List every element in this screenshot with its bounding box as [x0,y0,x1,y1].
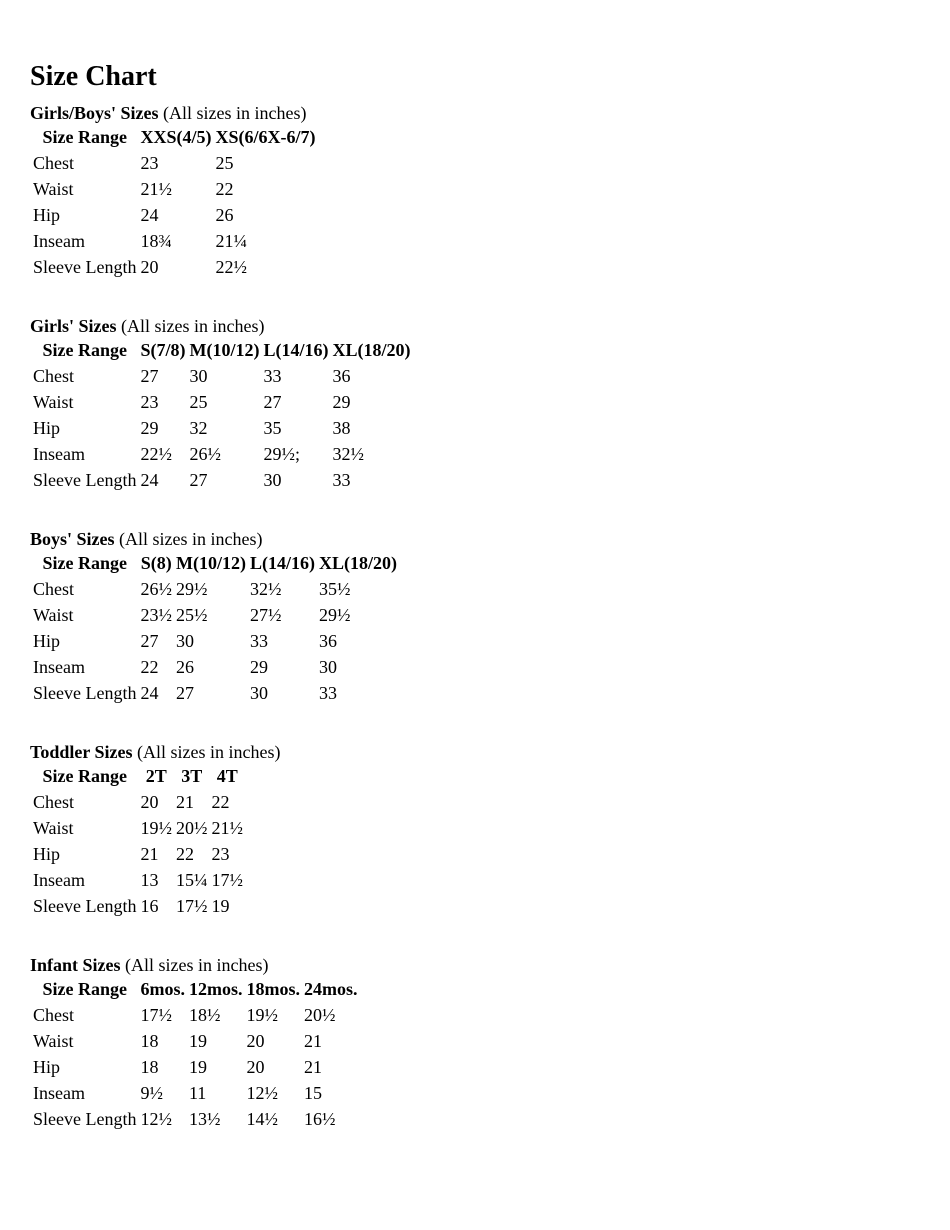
measurement-value: 32 [189,417,208,438]
measurement-value: 18½ [188,1004,221,1025]
measurement-value: 21 [303,1056,322,1077]
table-header-row [32,978,358,1002]
measurement-value: 15¼ [175,869,208,890]
measurement-value: 21 [175,791,194,812]
measurement-value: 24 [140,682,159,703]
size-table [30,550,400,708]
table-header-row [32,765,244,789]
measurement-value: 12½ [140,1108,172,1129]
measurement-value: 27 [140,630,159,651]
measurement-value: 21½ [211,817,243,838]
measurement-value: 33 [263,365,282,386]
table-row [32,1004,358,1028]
measurement-value: 26 [215,204,234,225]
column-header-size: 4T [216,765,238,786]
section-girls-boys-sizes [30,102,950,282]
table-row [32,178,316,202]
measurement-value: 22½ [215,256,247,277]
column-header-size-range: Size Range [42,765,127,786]
measurement-value: 25½ [175,604,208,625]
section-heading [30,741,950,763]
table-row [32,391,411,415]
measurement-value: 14½ [246,1108,278,1129]
measurement-value: 30 [249,682,268,703]
measurement-value: 19 [188,1030,207,1051]
table-header-row [32,552,398,576]
measurement-label: Chest [33,1004,75,1025]
measurement-value: 19 [211,895,230,916]
measurement-value: 30 [318,656,337,677]
measurement-value: 21 [303,1030,322,1051]
table-header-row [32,339,411,363]
table-row [32,152,316,176]
measurement-value: 23½ [140,604,172,625]
measurement-value: 36 [318,630,337,651]
measurement-value: 20½ [175,817,208,838]
measurement-value: 27 [140,365,159,386]
measurement-label: Inseam [33,230,85,251]
measurement-value: 21 [140,843,159,864]
measurement-value: 33 [332,469,351,490]
measurement-label: Waist [33,1030,74,1051]
measurement-value: 29½ [318,604,351,625]
measurement-value: 26½ [189,443,221,464]
size-table [30,976,360,1134]
measurement-value: 35½ [318,578,351,599]
measurement-value: 20 [140,791,159,812]
measurement-value: 27 [263,391,282,412]
measurement-value: 13 [140,869,159,890]
table-row [32,1082,358,1106]
table-row [32,578,398,602]
table-row [32,869,244,893]
measurement-value: 33 [249,630,268,651]
measurement-value: 35 [263,417,282,438]
section-note: (All sizes in inches) [137,741,281,762]
table-row [32,1108,358,1132]
table-row [32,204,316,228]
measurement-value: 29½; [263,443,300,464]
column-header-size: XL(18/20) [318,552,397,573]
section-name: Boys' Sizes [30,528,115,549]
column-header-size: 6mos. [140,978,185,999]
section-name: Toddler Sizes [30,741,133,762]
measurement-value: 17½ [140,1004,172,1025]
measurement-value: 32½ [249,578,282,599]
measurement-value: 20 [246,1056,265,1077]
measurement-value: 11 [188,1082,207,1103]
measurement-value: 38 [332,417,351,438]
measurement-value: 27 [189,469,208,490]
column-header-size: XL(18/20) [332,339,411,360]
table-row [32,895,244,919]
measurement-value: 12½ [246,1082,278,1103]
measurement-label: Sleeve Length [33,895,137,916]
measurement-value: 22 [211,791,230,812]
measurement-label: Chest [33,152,75,173]
measurement-label: Inseam [33,443,85,464]
measurement-value: 29 [249,656,268,677]
measurement-value: 20 [140,256,159,277]
column-header-size-range: Size Range [42,978,127,999]
table-row [32,604,398,628]
section-girls-sizes [30,315,950,495]
section-heading [30,315,950,337]
measurement-label: Sleeve Length [33,1108,137,1129]
measurement-value: 23 [140,152,159,173]
table-row [32,843,244,867]
measurement-label: Waist [33,178,74,199]
measurement-value: 25 [189,391,208,412]
measurement-value: 18 [140,1030,159,1051]
measurement-value: 13½ [188,1108,221,1129]
table-row [32,230,316,254]
measurement-value: 30 [189,365,208,386]
measurement-value: 23 [140,391,159,412]
measurement-value: 17½ [175,895,208,916]
table-row [32,417,411,441]
measurement-value: 20 [246,1030,265,1051]
measurement-value: 16½ [303,1108,336,1129]
measurement-value: 29 [140,417,159,438]
measurement-label: Waist [33,604,74,625]
measurement-label: Chest [33,578,75,599]
column-header-size: M(10/12) [189,339,260,360]
table-row [32,817,244,841]
column-header-size: XS(6/6X-6/7) [215,126,316,147]
measurement-value: 26 [175,656,194,677]
measurement-value: 22 [140,656,159,677]
measurement-value: 19 [188,1056,207,1077]
measurement-value: 36 [332,365,351,386]
measurement-value: 19½ [246,1004,278,1025]
measurement-value: 23 [211,843,230,864]
measurement-label: Hip [33,630,60,651]
section-note: (All sizes in inches) [163,102,307,123]
column-header-size: 3T [181,765,203,786]
measurement-label: Inseam [33,656,85,677]
measurement-label: Inseam [33,1082,85,1103]
measurement-value: 27 [175,682,194,703]
page-title: Size Chart [30,61,157,92]
measurement-value: 33 [318,682,337,703]
measurement-value: 22 [215,178,234,199]
measurement-label: Hip [33,843,60,864]
measurement-value: 24 [140,204,159,225]
column-header-size-range: Size Range [42,339,127,360]
measurement-value: 29 [332,391,351,412]
column-header-size-range: Size Range [42,126,127,147]
measurement-value: 27½ [249,604,282,625]
measurement-value: 17½ [211,869,243,890]
column-header-size: S(7/8) [140,339,186,360]
table-row [32,443,411,467]
table-row [32,365,411,389]
section-note: (All sizes in inches) [121,315,265,336]
measurement-value: 30 [175,630,194,651]
table-row [32,791,244,815]
column-header-size: 2T [145,765,167,786]
size-sections [30,102,950,1134]
measurement-label: Sleeve Length [33,469,137,490]
measurement-value: 20½ [303,1004,336,1025]
column-header-size: 24mos. [303,978,358,999]
measurement-value: 32½ [332,443,364,464]
table-header-row [32,126,316,150]
column-header-size: S(8) [140,552,172,573]
section-infant-sizes [30,954,950,1134]
section-heading [30,528,950,550]
column-header-size: L(14/16) [263,339,329,360]
measurement-label: Waist [33,817,74,838]
table-row [32,1056,358,1080]
measurement-value: 18 [140,1056,159,1077]
measurement-value: 18¾ [140,230,172,251]
measurement-value: 24 [140,469,159,490]
measurement-label: Waist [33,391,74,412]
measurement-value: 21½ [140,178,172,199]
column-header-size: 12mos. [188,978,243,999]
size-table [30,337,413,495]
measurement-value: 29½ [175,578,208,599]
section-boys-sizes [30,528,950,708]
measurement-value: 25 [215,152,234,173]
table-row [32,469,411,493]
table-row [32,656,398,680]
column-header-size-range: Size Range [42,552,127,573]
column-header-size: 18mos. [246,978,300,999]
section-note: (All sizes in inches) [119,528,263,549]
measurement-value: 26½ [140,578,172,599]
measurement-value: 19½ [140,817,172,838]
measurement-value: 22 [175,843,194,864]
table-row [32,1030,358,1054]
measurement-label: Sleeve Length [33,682,137,703]
column-header-size: XXS(4/5) [140,126,212,147]
table-row [32,682,398,706]
measurement-label: Sleeve Length [33,256,137,277]
section-name: Girls/Boys' Sizes [30,102,159,123]
measurement-value: 15 [303,1082,322,1103]
section-name: Infant Sizes [30,954,121,975]
measurement-value: 16 [140,895,159,916]
measurement-label: Hip [33,417,60,438]
measurement-label: Hip [33,204,60,225]
size-table [30,763,246,921]
section-name: Girls' Sizes [30,315,117,336]
measurement-value: 30 [263,469,282,490]
measurement-label: Inseam [33,869,85,890]
section-note: (All sizes in inches) [125,954,269,975]
measurement-label: Hip [33,1056,60,1077]
measurement-label: Chest [33,365,75,386]
section-heading [30,102,950,124]
measurement-value: 22½ [140,443,172,464]
measurement-value: 9½ [140,1082,163,1103]
size-table [30,124,318,282]
table-row [32,630,398,654]
measurement-value: 21¼ [215,230,247,251]
column-header-size: M(10/12) [175,552,246,573]
column-header-size: L(14/16) [249,552,315,573]
table-row [32,256,316,280]
measurement-label: Chest [33,791,75,812]
section-heading [30,954,950,976]
section-toddler-sizes [30,741,950,921]
